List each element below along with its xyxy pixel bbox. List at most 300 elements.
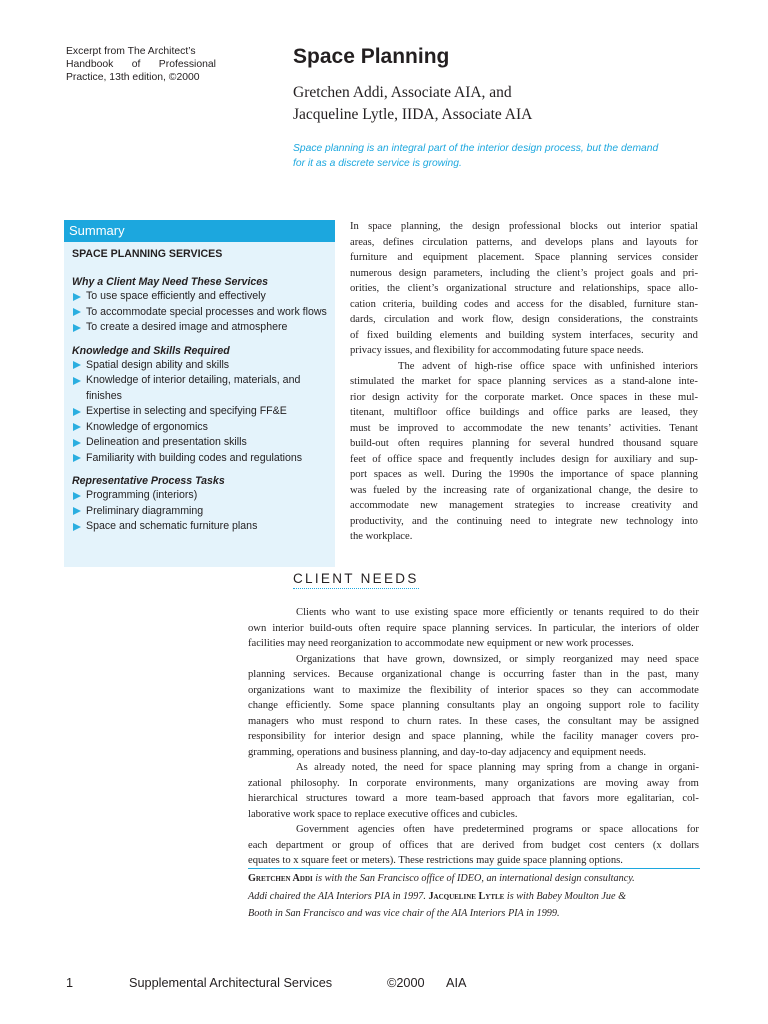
text-line (248, 791, 699, 807)
text-word: they (590, 684, 609, 696)
text-word: of (372, 453, 382, 465)
client-needs-body (248, 605, 699, 869)
text-word: pro- (681, 731, 699, 742)
text-word: space (431, 731, 456, 742)
text-word: fixed (366, 329, 389, 341)
text-word: as (594, 376, 604, 387)
text-line (350, 374, 698, 390)
text-word: blocks (570, 221, 598, 232)
text-word: simply (526, 653, 555, 665)
text-word: space (647, 283, 671, 294)
text-word: consider (662, 252, 698, 263)
text-word: consultants (447, 700, 495, 711)
summary-group-title: Knowledge and Skills Required (72, 344, 230, 357)
text-word: to (381, 607, 390, 618)
text-word: can (617, 684, 632, 696)
text-word: cases, (514, 715, 540, 727)
text-line (248, 698, 699, 714)
text-word: and (448, 453, 464, 465)
text-word: mul- (677, 391, 698, 403)
text-word: must (322, 715, 343, 727)
text-word: orities, (350, 283, 380, 294)
page-title: Space Planning (293, 45, 450, 68)
text-word: In (538, 622, 547, 634)
list-item: Preliminary diagramming (72, 504, 335, 520)
text-line: gramming, operations and business planning, and day-to-day adjacency and equipment needs. (248, 746, 647, 758)
text-word: accommodate (640, 684, 699, 696)
text-word: want (355, 607, 376, 618)
text-word: more (405, 793, 428, 804)
text-line: equates to x square feet or meters). These restrictions may guide space planning options. (248, 855, 623, 866)
text-word: from (579, 762, 601, 773)
list-item: To create a desired image and atmosphere (72, 320, 335, 336)
text-word: the (540, 469, 554, 480)
text-word: space (368, 221, 392, 232)
text-word: design (373, 731, 401, 742)
text-word: and (397, 252, 413, 263)
text-word: consultant (567, 715, 612, 727)
text-word: defines (383, 236, 414, 248)
text-word: design (372, 391, 400, 403)
text-word: office (553, 407, 578, 418)
text-word: allo- (678, 283, 698, 294)
text-word: constraints (651, 314, 698, 325)
text-line: laborative work space to replace executive offices and cubicles. (248, 808, 518, 820)
text-word: and (622, 236, 638, 248)
text-word: the (530, 422, 544, 434)
text-word: need (647, 653, 668, 665)
text-word: approach (491, 793, 531, 804)
text-word: multifloor (393, 407, 437, 418)
text-word: layouts (646, 236, 677, 248)
text-word: the (386, 283, 400, 294)
text-word: have (433, 824, 454, 835)
text-word: port (350, 469, 368, 480)
text-word: rior (350, 391, 366, 403)
text-word: feet (350, 453, 366, 465)
text-word: market. (531, 391, 564, 403)
intro-line: Space planning is an integral part of the interior design process, but the demand (293, 143, 659, 154)
text-word: many (484, 777, 509, 789)
text-word: of (350, 329, 359, 341)
text-word: who (331, 607, 350, 618)
text-word: occurring (503, 669, 544, 680)
text-word: own (248, 622, 267, 634)
text-word: the (569, 298, 583, 310)
text-word: the (638, 484, 651, 496)
text-word: and (528, 407, 544, 418)
summary-section-title: SPACE PLANNING SERVICES (72, 248, 223, 260)
text-line (248, 822, 699, 838)
text-word: more (597, 793, 619, 804)
text-word: structures (306, 793, 348, 804)
text-word: group (349, 839, 374, 851)
text-word: assigned (662, 715, 699, 727)
text-word: programs (532, 824, 573, 835)
excerpt-line-2 (66, 58, 216, 71)
text-line (248, 760, 699, 776)
text-word: change (248, 700, 278, 711)
text-word: change (450, 669, 481, 680)
text-word: office (445, 407, 471, 418)
text-word: flexibility (430, 684, 472, 696)
text-word: moving (605, 777, 638, 789)
footer-copyright: ©2000 (387, 976, 425, 990)
text-word: unfinished (610, 360, 655, 372)
text-word: planning, (400, 221, 441, 232)
text-word: rate (493, 484, 510, 496)
text-word: client’s (556, 267, 588, 279)
text-word: for (518, 438, 531, 449)
text-word: space (448, 762, 473, 773)
text-word: planning (508, 376, 546, 387)
text-word: Once (570, 391, 593, 403)
text-word: desire (657, 484, 683, 496)
text-word: spring (546, 762, 574, 773)
text-word: client’s (407, 283, 439, 294)
text-word: planning (660, 469, 698, 480)
text-word: planning (402, 700, 440, 711)
text-word: the (542, 731, 556, 742)
text-word: stand-alone (622, 376, 672, 387)
text-line: privacy issues, and flexibility for accommodating future space needs. (350, 345, 644, 356)
summary-body (64, 242, 335, 535)
text-line (350, 390, 698, 406)
text-word: need (510, 515, 531, 527)
text-word: hundred (579, 438, 614, 449)
text-word: who (296, 715, 315, 727)
text-word: toward (355, 793, 385, 804)
text-word: the (464, 391, 478, 403)
text-word: often (358, 622, 381, 634)
text-word: and (660, 267, 676, 279)
text-word: space (552, 360, 576, 372)
text-line (350, 219, 698, 235)
text-word: offices (399, 839, 429, 851)
text-line (248, 729, 699, 745)
text-line (350, 405, 698, 421)
text-word: areas, (350, 236, 375, 248)
excerpt-word: Handbook (66, 59, 114, 70)
text-word: egalitarian, (626, 793, 675, 804)
text-word: patterns, (476, 236, 513, 248)
text-word: furniture (633, 298, 671, 310)
text-word: new (420, 500, 438, 511)
text-word: design (472, 221, 500, 232)
text-word: (x (652, 839, 662, 851)
author-line: Gretchen Addi, Associate AIA, and (293, 84, 512, 101)
text-word: relationships, (582, 283, 640, 294)
text-word: thousand (622, 438, 662, 449)
list-item: Expertise in selecting and specifying FF&E (72, 404, 335, 420)
text-word: or (581, 824, 591, 835)
text-line (248, 838, 699, 854)
text-word: dards, (350, 314, 376, 325)
text-word: that (436, 839, 453, 851)
text-word: and (658, 453, 674, 465)
text-word: out (607, 221, 621, 232)
text-word: improved (397, 422, 439, 434)
text-word: for (685, 236, 698, 248)
text-line (350, 359, 698, 375)
text-word: for (445, 391, 458, 403)
text-word: change, (598, 484, 632, 496)
bio-divider (248, 868, 700, 869)
text-line (350, 498, 698, 514)
text-line (350, 297, 698, 313)
text-word: respond (350, 715, 384, 727)
text-word: for (313, 731, 326, 742)
text-word: of (516, 484, 525, 496)
text-word: As (296, 762, 308, 773)
text-word: codes (463, 298, 488, 310)
text-word: strategies (514, 500, 555, 511)
text-word: sup- (679, 453, 698, 465)
text-word: organizations (517, 777, 575, 789)
client-needs-heading: CLIENT NEEDS (293, 571, 419, 589)
text-word: of (382, 839, 392, 851)
text-word: During (451, 469, 482, 480)
intro-text (293, 141, 713, 171)
excerpt-word: of (131, 59, 141, 70)
text-word: activity (406, 391, 439, 403)
text-word: circulation (422, 236, 468, 248)
text-word: a (606, 762, 612, 773)
bio-line (248, 888, 700, 906)
summary-group-title: Representative Process Tasks (72, 475, 225, 487)
text-word: from (678, 777, 699, 789)
text-word: services. (293, 669, 330, 680)
text-word: covers (645, 731, 674, 742)
text-word: from (522, 839, 544, 851)
text-word: professional (509, 221, 561, 232)
text-word: leased, (641, 407, 671, 418)
text-word: the (626, 669, 640, 680)
text-word: support (589, 700, 621, 711)
text-line (350, 235, 698, 251)
text-line (350, 452, 698, 468)
text-word: security (641, 329, 675, 341)
text-word: auxiliary (614, 453, 652, 465)
text-word: circulation (384, 314, 430, 325)
text-word: may (522, 762, 541, 773)
text-word: often (397, 438, 420, 449)
text-word: is (488, 669, 496, 680)
text-word: past, (647, 669, 668, 680)
text-word: and (408, 731, 424, 742)
text-word: importance (560, 469, 608, 480)
text-line (350, 328, 698, 344)
text-word: including (489, 267, 530, 279)
text-word: facility (668, 700, 699, 711)
text-word: agencies (357, 824, 395, 835)
text-word: corporate (484, 391, 525, 403)
text-word: equipment (423, 252, 468, 263)
text-word: was (350, 484, 367, 496)
text-word: many (675, 669, 699, 680)
text-word: to (689, 484, 698, 496)
text-word: space (477, 376, 502, 387)
authors (293, 82, 532, 126)
text-word: and (521, 236, 537, 248)
text-word: parameters, (433, 267, 483, 279)
text-word: building (396, 329, 432, 341)
page-number: 1 (66, 976, 74, 990)
bio-line (248, 870, 700, 888)
text-word: market (421, 376, 452, 387)
text-word: be (379, 422, 390, 434)
footer-section: Supplemental Architectural Services (129, 976, 333, 990)
text-word: the (488, 469, 502, 480)
text-word: In (350, 221, 359, 232)
text-word: a (392, 793, 398, 804)
text-line (248, 605, 699, 621)
text-line (248, 714, 699, 730)
text-word: and (485, 329, 501, 341)
text-word: favors (562, 793, 590, 804)
text-word: are (583, 777, 597, 789)
text-word: planning (472, 438, 510, 449)
text-word: requires (428, 438, 464, 449)
excerpt-note (66, 45, 216, 84)
text-word: to (649, 607, 658, 618)
list-item: Spatial design ability and skills (72, 358, 335, 374)
text-word: integrate (554, 515, 593, 527)
text-word: zational (248, 777, 282, 789)
text-word: planning (570, 252, 608, 263)
text-word: managers (248, 715, 289, 727)
text-word: centers (614, 839, 645, 851)
text-word: already (314, 762, 346, 773)
text-word: to (391, 715, 400, 727)
text-word: goals (630, 267, 654, 279)
text-word: change (617, 762, 648, 773)
text-word: that (538, 793, 555, 804)
text-word: budget (551, 839, 581, 851)
text-word: corporate (366, 777, 407, 789)
list-item: To accommodate special processes and work flows (72, 305, 335, 321)
text-line (248, 652, 699, 668)
bio-line: Booth in San Francisco and was vice chair of the AIA Interiors PIA in 1999. (248, 908, 560, 919)
text-word: disabled, (589, 298, 627, 310)
bio-author-name: Jacqueline Lytle (428, 890, 505, 902)
text-word: organi- (668, 762, 699, 773)
text-word: must (350, 422, 371, 434)
text-word: organizations (248, 684, 305, 696)
text-word: Organizations (296, 653, 356, 665)
text-word: of (458, 360, 467, 372)
text-word: productivity, (350, 515, 404, 527)
text-line (350, 421, 698, 437)
text-line (350, 250, 698, 266)
text-word: frequently (469, 453, 514, 465)
text-word: spaces (373, 469, 402, 480)
list-item: Knowledge of ergonomics (72, 420, 335, 436)
text-word: each (248, 839, 268, 851)
list-item: Delineation and presentation skills (72, 435, 335, 451)
bio-text: Addi chaired the AIA Interiors PIA in 1997. (248, 890, 426, 902)
text-word: away (646, 777, 670, 789)
text-word: derived (482, 839, 515, 851)
list-item: Familiarity with building codes and regulations (72, 451, 335, 467)
text-word: Tenant (669, 422, 698, 434)
text-word: the (435, 515, 449, 527)
text-word: or (331, 839, 341, 851)
text-word: efficiently. (285, 700, 332, 711)
text-line (350, 467, 698, 483)
text-word: design (398, 267, 427, 279)
text-word: spaces (599, 391, 628, 403)
text-word: for (550, 298, 563, 310)
text-word: want (313, 684, 334, 696)
text-word: reorganized (563, 653, 613, 665)
text-word: space (453, 607, 478, 618)
text-word: criteria, (382, 298, 416, 310)
text-word: by (406, 484, 417, 496)
text-word: may (619, 715, 638, 727)
text-word: responsibility (248, 731, 306, 742)
text-word: these (649, 391, 672, 403)
text-line (248, 621, 699, 637)
text-word: for (458, 376, 471, 387)
text-word: and (682, 500, 698, 511)
text-word: faster (552, 669, 576, 680)
text-word: organizational (381, 669, 442, 680)
text-word: play (502, 700, 521, 711)
text-word: furniture (350, 252, 388, 263)
text-line (248, 683, 699, 699)
text-word: facility (563, 731, 594, 742)
text-word: high-rise (474, 360, 513, 372)
text-word: In (469, 715, 478, 727)
text-word: placement. (478, 252, 525, 263)
author-bio (248, 870, 700, 923)
text-word: and (682, 329, 698, 341)
text-word: new (600, 515, 618, 527)
text-word: interior (497, 684, 529, 696)
text-word: project (594, 267, 624, 279)
text-word: interior (629, 221, 662, 232)
text-word: be (644, 715, 655, 727)
text-word: for (429, 762, 443, 773)
text-word: space (630, 469, 654, 480)
text-word: to (342, 684, 351, 696)
text-word: than (583, 669, 603, 680)
text-word: space (370, 700, 395, 711)
bio-text: is with Babey Moulton Jue & (506, 890, 627, 902)
text-word: have (387, 653, 408, 665)
text-word: organizational (531, 484, 592, 496)
text-word: buildings (479, 407, 520, 418)
text-word: they (679, 407, 698, 418)
text-word: Some (338, 700, 364, 711)
text-word: required (608, 607, 645, 618)
text-word: office (520, 360, 545, 372)
text-word: efficiently (510, 607, 554, 618)
text-word: new (551, 422, 570, 434)
list-item: To use space efficiently and effectively (72, 289, 335, 305)
text-word: well. (424, 469, 445, 480)
text-word: or (509, 653, 519, 665)
text-word: so (572, 684, 583, 696)
text-word: work (461, 314, 484, 325)
text-word: to (446, 422, 455, 434)
text-word: the (601, 622, 615, 634)
text-word: titenant, (350, 407, 385, 418)
text-word: interior (333, 731, 366, 742)
text-word: particular, (552, 622, 596, 634)
text-word: interiors (620, 622, 657, 634)
